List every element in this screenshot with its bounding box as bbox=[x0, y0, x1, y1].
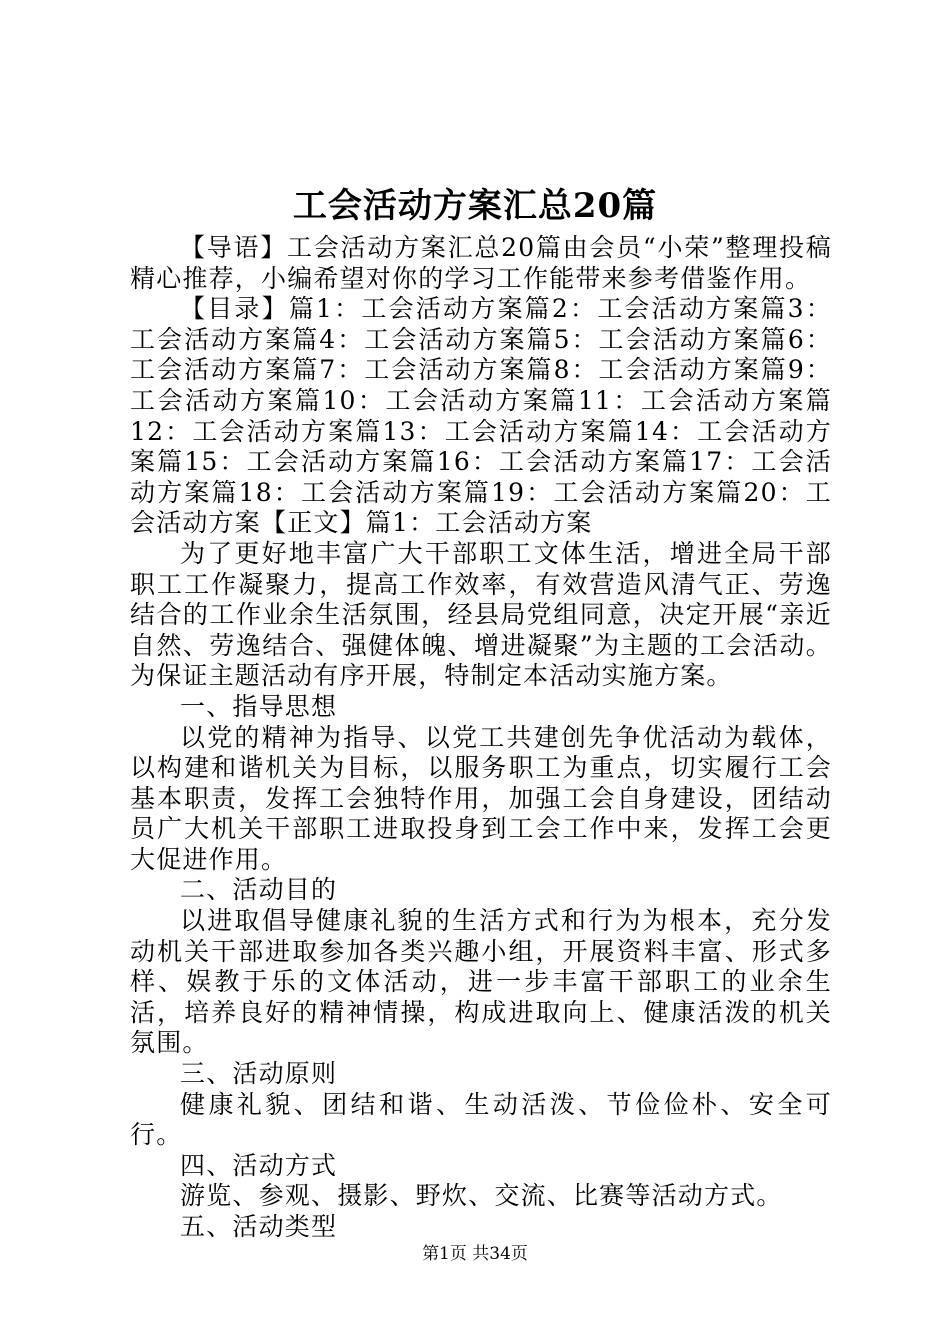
toc-paragraph: 【目录】篇1：工会活动方案篇2：工会活动方案篇3：工会活动方案篇4：工会活动方案篇5：工会活动方案篇6：工会活动方案篇7：工会活动方案篇8：工会活动方案篇9：工会活动方案篇10：工会活动方案篇11：工会活动方案篇12：工会活动方案篇13：工会活动方案篇14：工会活动方案篇15：工会活动方案篇16：工会活动方案篇17：工会活动方案篇18：工会活动方案篇19：工会活动方案篇20：工会活动方案【正文】篇1：工会活动方案 bbox=[130, 294, 832, 538]
section-heading: 三、活动原则 bbox=[180, 1059, 338, 1089]
body-paragraph: 以进取倡导健康礼貌的生活方式和行为为根本，充分发动机关干部进取参加各类兴趣小组，开展资料丰富、形式多样、娱教于乐的文体活动，进一步丰富干部职工的业余生活，培养良好的精神情操，构成进取向上、健康活泼的机关氛围。 bbox=[130, 906, 832, 1058]
body-paragraph: 游览、参观、摄影、野炊、交流、比赛等活动方式。 bbox=[180, 1181, 783, 1211]
body-paragraph: 健康礼貌、团结和谐、生动活泼、节俭俭朴、安全可行。 bbox=[130, 1089, 832, 1150]
section-heading: 一、指导思想 bbox=[180, 691, 338, 721]
body-paragraph: 以党的精神为指导、以党工共建创先争优活动为载体，以构建和谐机关为目标，以服务职工为重点，切实履行工会基本职责，发挥工会独特作用，加强工会自身建设，团结动员广大机关干部职工进取投身到工会工作中来，发挥工会更大促进作用。 bbox=[130, 722, 832, 874]
section-heading: 二、活动目的 bbox=[180, 875, 338, 905]
document-title: 工会活动方案汇总20篇 bbox=[292, 186, 658, 226]
body-paragraph: 为了更好地丰富广大干部职工文体生活，增进全局干部职工工作凝聚力，提高工作效率，有效营造风清气正、劳逸结合的工作业余生活氛围，经县局党组同意，决定开展“亲近自然、劳逸结合、强健体魄、增进凝聚”为主题的工会活动。为保证主题活动有序开展，特制定本活动实施方案。 bbox=[130, 538, 832, 691]
intro-paragraph: 【导语】工会活动方案汇总20篇由会员“小荣”整理投稿精心推荐，小编希望对你的学习工作能带来参考借鉴作用。 bbox=[130, 233, 832, 293]
page-footer: 第1页 共34页 bbox=[422, 1244, 528, 1264]
section-heading: 四、活动方式 bbox=[180, 1150, 338, 1180]
section-heading: 五、活动类型 bbox=[180, 1212, 338, 1241]
document-body bbox=[130, 233, 832, 1243]
